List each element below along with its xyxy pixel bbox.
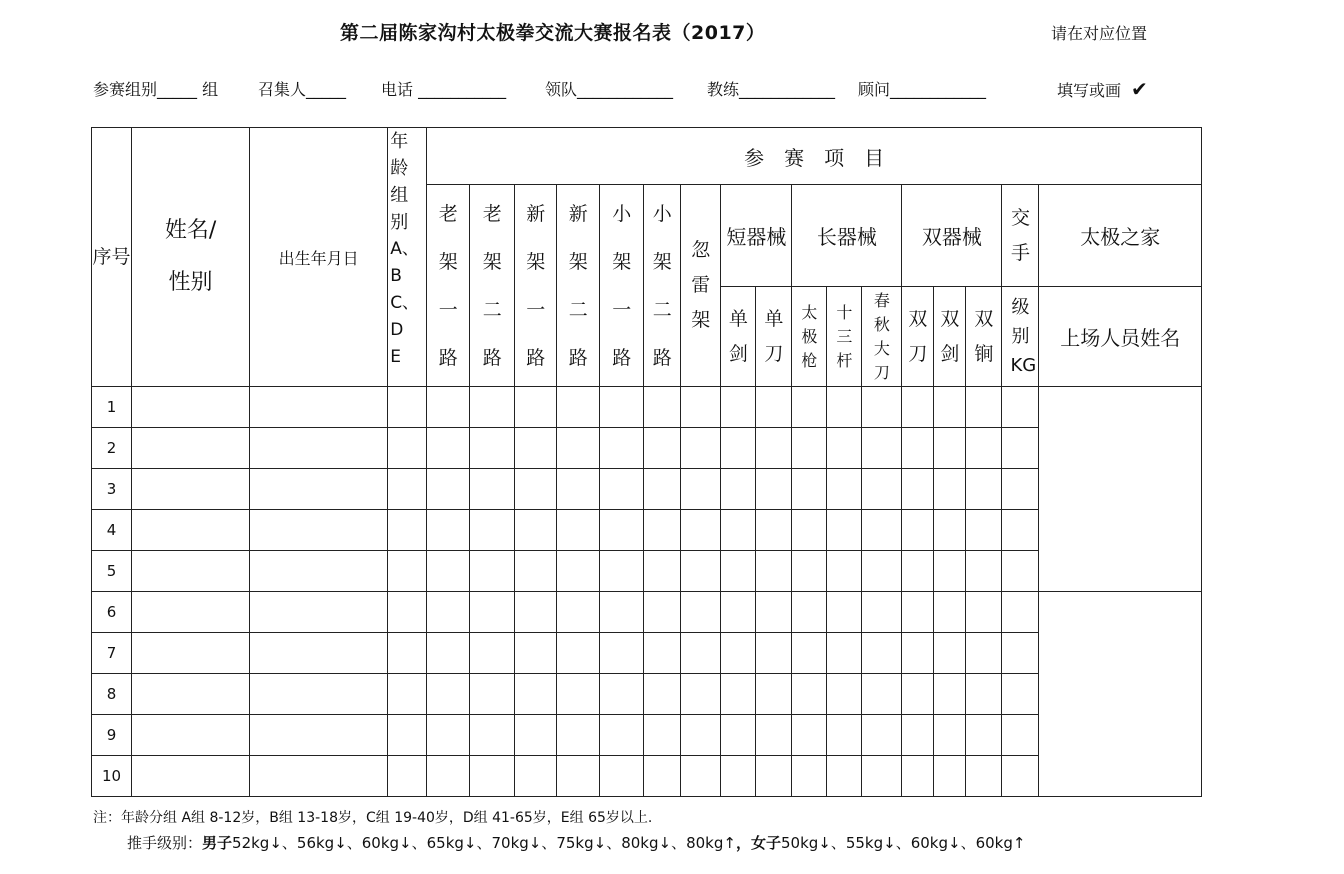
event-cell[interactable] [427,756,470,797]
form-title: 第二届陈家沟村太极拳交流大赛报名表（2017） [340,22,766,44]
header-short-weapons: 短器械 [721,185,792,287]
event-cell[interactable] [827,551,862,592]
event-cell[interactable] [557,592,600,633]
event-cell[interactable] [756,756,792,797]
header-lao1: 老架一路 [427,185,470,387]
event-cell[interactable] [427,428,470,469]
event-cell[interactable] [721,592,756,633]
event-cell[interactable] [902,551,934,592]
event-cell[interactable] [827,592,862,633]
event-cell[interactable] [792,428,827,469]
event-cell[interactable] [515,715,557,756]
table-row [92,510,1202,551]
taiji-home-names-cell-a[interactable] [1039,387,1202,592]
event-cell[interactable] [721,756,756,797]
age-cell[interactable] [388,715,427,756]
age-group-label: 年龄组别 [390,131,409,233]
kg-cell[interactable] [1002,469,1039,510]
header-name: 姓名/ [164,218,217,243]
male-label: 男子 [202,834,233,852]
event-cell[interactable] [792,387,827,428]
row-number: 9 [92,715,132,756]
push-hands-note [127,832,1025,853]
event-cell[interactable] [827,469,862,510]
event-cell[interactable] [934,715,966,756]
header-dan-dao: 单刀 [756,287,792,387]
advisor-field: 顾问____________ [858,80,987,99]
event-cell[interactable] [681,674,721,715]
event-cell[interactable] [756,633,792,674]
event-cell[interactable] [470,469,515,510]
header-events: 参 赛 项 目 [427,128,1202,185]
event-cell[interactable] [934,592,966,633]
event-cell[interactable] [756,674,792,715]
event-cell[interactable] [600,469,644,510]
event-cell[interactable] [470,551,515,592]
event-cell[interactable] [681,756,721,797]
event-cell[interactable] [515,387,557,428]
group-field: 参赛组别_____ 组 [93,80,219,99]
header-shuang-dao: 双刀 [902,287,934,387]
event-cell[interactable] [862,633,902,674]
event-cell[interactable] [515,674,557,715]
female-label: 女子 [750,834,781,852]
row-number: 8 [92,674,132,715]
event-cell[interactable] [427,674,470,715]
phone-field: 电话 ___________ [381,80,507,99]
event-cell[interactable] [557,510,600,551]
kg-cell[interactable] [1002,510,1039,551]
header-chunqiu-dadao: 春秋大刀 [862,287,902,387]
table-row [92,428,1202,469]
row-number: 6 [92,592,132,633]
event-cell[interactable] [966,551,1002,592]
event-cell[interactable] [515,510,557,551]
row-number: 5 [92,551,132,592]
event-cell[interactable] [792,674,827,715]
age-cell[interactable] [388,510,427,551]
kg-cell[interactable] [1002,551,1039,592]
event-cell[interactable] [827,510,862,551]
event-cell[interactable] [862,387,902,428]
event-cell[interactable] [557,633,600,674]
event-cell[interactable] [470,387,515,428]
leader-field: 领队____________ [545,80,674,99]
event-cell[interactable] [756,387,792,428]
event-cell[interactable] [470,633,515,674]
event-cell[interactable] [966,674,1002,715]
note-separator: ， [735,834,751,852]
event-cell[interactable] [515,756,557,797]
name-cell[interactable] [132,551,250,592]
age-cell[interactable] [388,756,427,797]
age-group-cd: C、D [390,293,420,340]
row-number: 3 [92,469,132,510]
event-cell[interactable] [756,551,792,592]
event-cell[interactable] [756,510,792,551]
event-cell[interactable] [721,715,756,756]
event-cell[interactable] [515,428,557,469]
convener-field: 召集人_____ [258,80,347,99]
event-cell[interactable] [600,551,644,592]
event-cell[interactable] [862,715,902,756]
event-cell[interactable] [470,428,515,469]
row-number: 7 [92,633,132,674]
event-cell[interactable] [827,633,862,674]
event-cell[interactable] [721,469,756,510]
birth-cell[interactable] [250,510,388,551]
header-seq: 序号 [92,128,132,387]
fill-note-text: 填写或画 [1057,81,1122,100]
event-cell[interactable] [681,387,721,428]
event-cell[interactable] [966,592,1002,633]
event-cell[interactable] [681,551,721,592]
event-cell[interactable] [515,551,557,592]
event-cell[interactable] [427,510,470,551]
event-cell[interactable] [721,633,756,674]
header-onstage: 上场人员姓名 [1039,287,1202,387]
event-cell[interactable] [721,674,756,715]
header-taiji-home: 太极之家 [1039,185,1202,287]
name-cell[interactable] [132,715,250,756]
event-cell[interactable] [427,551,470,592]
event-cell[interactable] [934,756,966,797]
event-cell[interactable] [902,387,934,428]
header-name-gender [132,128,250,387]
birth-cell[interactable] [250,633,388,674]
header-double-weapons: 双器械 [902,185,1002,287]
event-cell[interactable] [721,428,756,469]
event-cell[interactable] [792,756,827,797]
event-cell[interactable] [515,592,557,633]
fill-note [1057,77,1148,101]
event-cell[interactable] [792,510,827,551]
registration-table [91,127,1202,797]
event-cell[interactable] [792,551,827,592]
event-cell[interactable] [902,592,934,633]
male-values: 52kg↓、56kg↓、60kg↓、65kg↓、70kg↓、75kg↓、80kg↓、80kg↑ [232,834,736,852]
event-cell[interactable] [721,510,756,551]
age-cell[interactable] [388,469,427,510]
event-cell[interactable] [902,674,934,715]
event-cell[interactable] [557,756,600,797]
event-cell[interactable] [862,592,902,633]
name-cell[interactable] [132,633,250,674]
kg-cell[interactable] [1002,387,1039,428]
birth-cell[interactable] [250,715,388,756]
event-cell[interactable] [966,756,1002,797]
header-xiao2: 小架二路 [644,185,681,387]
event-cell[interactable] [966,510,1002,551]
event-cell[interactable] [934,551,966,592]
event-cell[interactable] [427,633,470,674]
event-cell[interactable] [966,633,1002,674]
age-group-note: 注：年龄分组 A组 8-12岁，B组 13-18岁，C组 19-40岁，D组 41-65岁，E组 65岁以上. [93,810,653,826]
event-cell[interactable] [934,469,966,510]
event-cell[interactable] [557,674,600,715]
header-age-group [388,128,427,387]
event-cell[interactable] [934,387,966,428]
event-cell[interactable] [902,428,934,469]
event-cell[interactable] [862,469,902,510]
header-shisan-gan: 十三杆 [827,287,862,387]
header-jiaoshou-kg: 级别KG [1002,287,1039,387]
header-xiao1: 小架一路 [600,185,644,387]
event-cell[interactable] [934,674,966,715]
name-cell[interactable] [132,756,250,797]
event-cell[interactable] [600,756,644,797]
event-cell[interactable] [756,469,792,510]
event-cell[interactable] [827,674,862,715]
name-cell[interactable] [132,428,250,469]
event-cell[interactable] [966,469,1002,510]
event-cell[interactable] [557,428,600,469]
header-shuang-jian: 双剑 [934,287,966,387]
table-row [92,469,1202,510]
name-cell[interactable] [132,469,250,510]
header-dan-jian: 单剑 [721,287,756,387]
event-cell[interactable] [721,387,756,428]
check-mark-icon: ✔ [1131,77,1148,101]
event-cell[interactable] [644,551,681,592]
event-cell[interactable] [427,715,470,756]
kg-cell[interactable] [1002,592,1039,633]
corner-note: 请在对应位置 [1051,24,1148,43]
kg-cell[interactable] [1002,674,1039,715]
event-cell[interactable] [557,469,600,510]
taiji-home-names-cell-b[interactable] [1039,592,1202,797]
event-cell[interactable] [792,469,827,510]
event-cell[interactable] [681,715,721,756]
event-cell[interactable] [862,510,902,551]
birth-cell[interactable] [250,428,388,469]
event-cell[interactable] [515,633,557,674]
header-jiaoshou: 交手 [1002,185,1039,287]
event-cell[interactable] [827,387,862,428]
event-cell[interactable] [427,469,470,510]
age-cell[interactable] [388,428,427,469]
row-number: 1 [92,387,132,428]
header-xin2: 新架二路 [557,185,600,387]
event-cell[interactable] [644,469,681,510]
event-cell[interactable] [644,674,681,715]
kg-cell[interactable] [1002,756,1039,797]
age-cell[interactable] [388,551,427,592]
age-group-ab: A、B [390,239,419,286]
name-cell[interactable] [132,592,250,633]
header-gender: 性别 [168,270,213,295]
event-cell[interactable] [966,428,1002,469]
row-number: 10 [92,756,132,797]
table-row [92,674,1202,715]
event-cell[interactable] [470,674,515,715]
event-cell[interactable] [644,756,681,797]
event-cell[interactable] [600,633,644,674]
event-cell[interactable] [862,674,902,715]
event-cell[interactable] [557,715,600,756]
event-cell[interactable] [902,756,934,797]
event-cell[interactable] [644,592,681,633]
event-cell[interactable] [600,592,644,633]
event-cell[interactable] [470,592,515,633]
kg-cell[interactable] [1002,428,1039,469]
event-cell[interactable] [721,551,756,592]
header-birth: 出生年月日 [250,128,388,387]
event-cell[interactable] [681,510,721,551]
name-cell[interactable] [132,387,250,428]
female-values: 50kg↓、55kg↓、60kg↓、60kg↑ [780,834,1026,852]
event-cell[interactable] [966,715,1002,756]
event-cell[interactable] [934,428,966,469]
table-row [92,551,1202,592]
event-cell[interactable] [644,510,681,551]
event-cell[interactable] [862,756,902,797]
event-cell[interactable] [557,551,600,592]
row-number: 4 [92,510,132,551]
event-cell[interactable] [756,428,792,469]
event-cell[interactable] [966,387,1002,428]
kg-cell[interactable] [1002,633,1039,674]
event-cell[interactable] [600,387,644,428]
table-row [92,715,1202,756]
event-cell[interactable] [902,510,934,551]
event-cell[interactable] [427,387,470,428]
header-xin1: 新架一路 [515,185,557,387]
event-cell[interactable] [681,633,721,674]
event-cell[interactable] [902,715,934,756]
table-row [92,633,1202,674]
event-cell[interactable] [600,428,644,469]
event-cell[interactable] [600,674,644,715]
event-cell[interactable] [681,428,721,469]
age-cell[interactable] [388,633,427,674]
event-cell[interactable] [600,510,644,551]
event-cell[interactable] [644,715,681,756]
event-cell[interactable] [557,387,600,428]
name-cell[interactable] [132,674,250,715]
event-cell[interactable] [681,469,721,510]
event-cell[interactable] [862,551,902,592]
event-cell[interactable] [792,592,827,633]
event-cell[interactable] [902,633,934,674]
event-cell[interactable] [902,469,934,510]
event-cell[interactable] [934,633,966,674]
table-row [92,756,1202,797]
birth-cell[interactable] [250,551,388,592]
event-cell[interactable] [470,756,515,797]
birth-cell[interactable] [250,756,388,797]
header-hulei: 忽雷架 [681,185,721,387]
age-cell[interactable] [388,592,427,633]
event-cell[interactable] [644,633,681,674]
event-cell[interactable] [427,592,470,633]
event-cell[interactable] [600,715,644,756]
coach-field: 教练____________ [707,80,836,99]
event-cell[interactable] [862,428,902,469]
birth-cell[interactable] [250,592,388,633]
event-cell[interactable] [644,428,681,469]
event-cell[interactable] [470,510,515,551]
event-cell[interactable] [756,592,792,633]
row-number: 2 [92,428,132,469]
table-row [92,387,1202,428]
header-shuang-jian2: 双锏 [966,287,1002,387]
event-cell[interactable] [792,715,827,756]
push-hands-prefix: 推手级别： [127,834,203,852]
event-cell[interactable] [515,469,557,510]
event-cell[interactable] [681,592,721,633]
event-cell[interactable] [756,715,792,756]
table-row [92,592,1202,633]
header-lao2: 老架二路 [470,185,515,387]
kg-cell[interactable] [1002,715,1039,756]
event-cell[interactable] [827,428,862,469]
age-group-e: E [390,347,401,367]
birth-cell[interactable] [250,469,388,510]
event-cell[interactable] [644,387,681,428]
birth-cell[interactable] [250,674,388,715]
name-cell[interactable] [132,510,250,551]
header-taiji-qiang: 太极枪 [792,287,827,387]
event-cell[interactable] [792,633,827,674]
header-long-weapons: 长器械 [792,185,902,287]
event-cell[interactable] [827,756,862,797]
birth-cell[interactable] [250,387,388,428]
event-cell[interactable] [470,715,515,756]
event-cell[interactable] [827,715,862,756]
event-cell[interactable] [934,510,966,551]
age-cell[interactable] [388,674,427,715]
age-cell[interactable] [388,387,427,428]
